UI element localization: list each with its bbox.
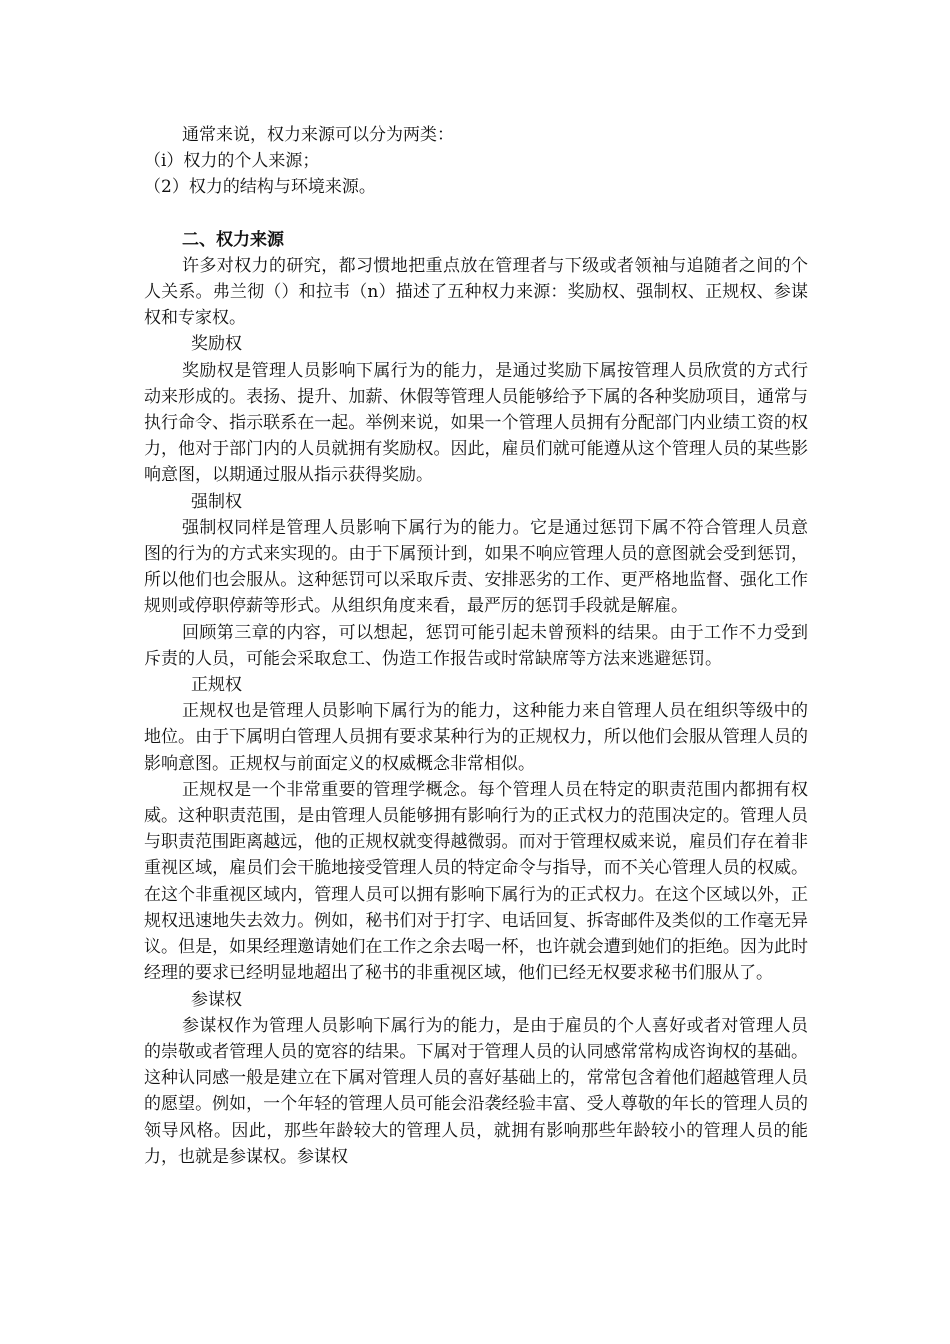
coercive-power-title: 强制权 [191,491,242,512]
intro-paragraph: 通常来说，权力来源可以分为两类： [182,125,454,145]
legitimate-power-concept-paragraph: 正规权是一个非常重要的管理学概念。每个管理人员在特定的职责范围内都拥有权威。这种职责范围，是由管理人员能够拥有影响行为的正式权力的范围决定的。管理人员与职责范围距离越远，他的正规权就变得越微弱。而对于管理权威来说，雇员们存在着非重视区域，雇员们会干脆地接受管理人员的特定命令与指导，而不关心管理人员的权威。在这个非重视区域内，管理人员可以拥有影响下属行为的正式权力。在这个区域以外，正规权迅速地失去效力。例如，秘书们对于打字、电话回复、拆寄邮件及类似的工作毫无异议。但是，如果经理邀请她们在工作之余去喝一杯，也许就会遭到她们的拒绝。因为此时经理的要求已经明显地超出了秘书的非重视区域，他们已经无权要求秘书们服从了。 [144,779,808,984]
reward-power-title: 奖励权 [191,334,242,355]
legitimate-power-paragraph: 正规权也是管理人员影响下属行为的能力，这种能力来自管理人员在组织等级中的地位。由于下属明白管理人员拥有要求某种行为的正规权力，所以他们会服从管理人员的影响意图。正规权与前面定义的权威概念非常相似。 [144,701,808,774]
section-intro-paragraph: 许多对权力的研究，都习惯地把重点放在管理者与下级或者领袖与追随者之间的个人关系。弗兰彻（）和拉韦（n）描述了五种权力来源：奖励权、强制权、正规权、参谋权和专家权。 [144,255,808,329]
referent-power-paragraph: 参谋权作为管理人员影响下属行为的能力，是由于雇员的个人喜好或者对管理人员的崇敬或者管理人员的宽容的结果。下属对于管理人员的认同感常常构成咨询权的基础。这种认同感一般是建立在下属对管理人员的喜好基础上的，常常包含着他们超越管理人员的愿望。例如，一个年轻的管理人员可能会沿袭经验丰富、受人尊敬的年长的管理人员的领导风格。因此，那些年龄较大的管理人员，就拥有影响那些年龄较小的管理人员的能力，也就是参谋权。参谋权 [144,1015,808,1167]
structural-source-item: （2）权力的结构与环境来源。 [144,177,376,198]
referent-power-title: 参谋权 [191,989,242,1010]
legitimate-power-title: 正规权 [191,675,242,696]
document-page [144,122,808,1170]
coercive-power-review-paragraph: 回顾第三章的内容，可以想起，惩罚可能引起未曾预料的结果。由于工作不力受到斥责的人员，可能会采取怠工、伪造工作报告或时常缺席等方法来逃避惩罚。 [144,622,808,669]
reward-power-paragraph: 奖励权是管理人员影响下属行为的能力，是通过奖励下属按管理人员欣赏的方式行动来形成的。表扬、提升、加薪、休假等管理人员能够给予下属的各种奖励项目，通常与执行命令、指示联系在一起。举例来说，如果一个管理人员拥有分配部门内业绩工资的权力，他对于部门内的人员就拥有奖励权。因此，雇员们就可能遵从这个管理人员的某些影响意图，以期通过服从指示获得奖励。 [144,360,808,486]
personal-source-item: （i）权力的个人来源； [144,151,320,172]
coercive-power-paragraph: 强制权同样是管理人员影响下属行为的能力。它是通过惩罚下属不符合管理人员意图的行为的方式来实现的。由于下属预计到，如果不响应管理人员的意图就会受到惩罚，所以他们也会服从。这种惩罚可以采取斥责、安排恶劣的工作、更严格地监督、强化工作规则或停职停薪等形式。从组织角度来看，最严厉的惩罚手段就是解雇。 [144,517,808,617]
section-heading: 二、权力来源 [182,229,284,250]
